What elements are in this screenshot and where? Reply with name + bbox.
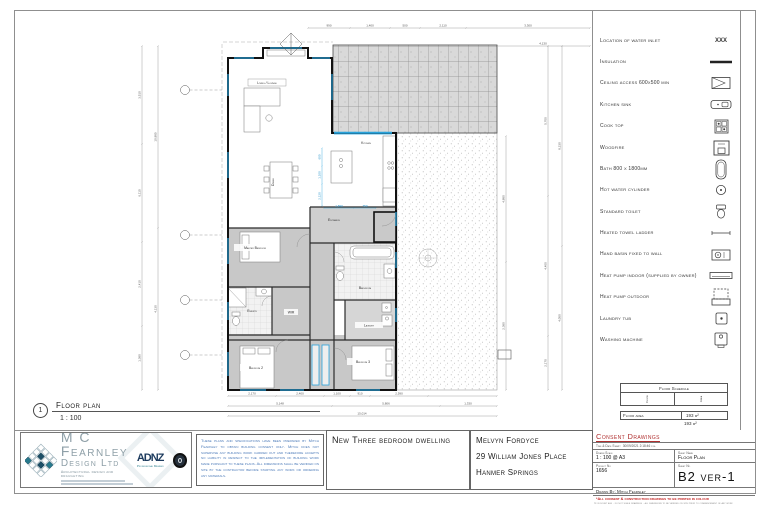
svg-text:6,110: 6,110 (137, 189, 142, 197)
svg-text:910: 910 (357, 391, 363, 396)
room-label-laundry: Laundry (363, 323, 375, 328)
room-label-wir: WIR (287, 310, 295, 315)
room-label-entrance: Entrance (328, 218, 340, 222)
room-label-bedroom2: Bedroom 2 (248, 366, 264, 370)
floor-plan-svg (128, 16, 593, 424)
legend-item: Bath 800 x 1800mm (600, 158, 736, 179)
client-address-2: Hanmer Springs (476, 468, 539, 477)
heat-pump-outdoor-icon (706, 288, 736, 306)
legend-item: Standard toilet (600, 201, 736, 222)
client-box (470, 430, 593, 490)
svg-text:990: 990 (326, 23, 332, 28)
room-label-kitchen: Kitchen (361, 141, 371, 145)
pergola-deck (333, 45, 497, 133)
svg-text:15,014: 15,014 (357, 411, 367, 416)
room-label-bedroom3: Bedroom 3 (355, 360, 371, 364)
legend-item: Laundry tub (600, 308, 736, 329)
cook-top-icon (706, 119, 736, 134)
drawn-by: Drawn By: Mitch Fearnley (593, 487, 755, 495)
floor-schedule-title: Floor Schedule (620, 383, 728, 393)
print-in-colour-note: *All consent & construction drawings to be printed in colour (593, 495, 755, 502)
svg-text:600: 600 (317, 154, 322, 160)
legend-item: Washing machine (600, 329, 736, 350)
legend-item: Woodfire (600, 137, 736, 158)
sheet-no-field: Sheet No B2 ver-1 (674, 463, 755, 487)
svg-text:2,110: 2,110 (439, 23, 447, 28)
project-title-box (326, 430, 470, 490)
woodfire-icon (706, 140, 736, 156)
timestamp-value: 30/09/2021 2:18:46 p.m. (622, 444, 656, 448)
plan-scale: 1 : 100 (60, 415, 82, 422)
svg-text:3,300: 3,300 (524, 23, 532, 28)
hot-water-cylinder-icon (706, 184, 736, 196)
sheet-number: B2 ver-1 (678, 469, 736, 484)
svg-text:2,380: 2,380 (501, 322, 506, 330)
svg-text:2,590: 2,590 (395, 391, 403, 396)
legend-item: Heated towel ladder (600, 223, 736, 244)
diamond-logo (25, 443, 57, 477)
ensuite-toilet (232, 312, 240, 316)
hall-floor (310, 243, 334, 340)
certification-badge (173, 453, 187, 468)
svg-text:2,120: 2,120 (317, 192, 322, 200)
client-address-1: 29 William Jones Place (476, 452, 567, 461)
coffee-table (266, 115, 272, 121)
svg-text:5,148: 5,148 (276, 401, 284, 406)
contact-line (61, 483, 133, 485)
room-label-bathroom: Bathroom (358, 286, 372, 290)
floor-area-total: 193 m² (684, 421, 697, 426)
washing-machine-plan (382, 315, 392, 326)
consent-heading: Consent Drawings (596, 432, 660, 441)
svg-text:2,170: 2,170 (248, 391, 256, 396)
towel-ladder-icon (706, 230, 736, 236)
svg-text:750: 750 (362, 203, 368, 208)
room-label-dining: Dining (271, 177, 275, 187)
svg-text:1,100: 1,100 (317, 171, 322, 179)
room-label-ensuite: Ensuite (247, 309, 257, 313)
project-title: New Three bedroom dwelling (332, 435, 451, 445)
project-no-field: Project No 1656 (596, 464, 611, 474)
laundry-tub-icon (706, 312, 736, 325)
fridge (383, 188, 396, 202)
fine-print: If in doubt ask · do not scale drawings · all dimensions to be verified on site prior to commencement of any work (594, 502, 733, 505)
plan-title-underline (52, 411, 320, 412)
floor-schedule (620, 383, 728, 426)
water-inlet-xxx-icon: XXX (714, 37, 727, 44)
hand-basin-icon (706, 249, 736, 261)
svg-text:8,230: 8,230 (557, 142, 562, 150)
designer-logo-block (20, 432, 192, 488)
bath-icon (706, 159, 736, 180)
ceiling-access-icon (706, 76, 736, 90)
company-name-2: Design Ltd (60, 458, 120, 470)
bathroom-toilet (336, 266, 344, 270)
timestamp-row: Time & Date Stamp: 30/09/2021 2:18:46 p.m. (593, 442, 755, 449)
legend-item: Insulation (600, 51, 736, 72)
tv-unit (267, 50, 305, 56)
legend-item: Heat pump outdoor (600, 287, 736, 308)
legend-item: Ceiling access 600x500 min (600, 73, 736, 94)
svg-text:1,400: 1,400 (366, 23, 374, 28)
kitchen-sink-icon (706, 99, 736, 110)
disclaimer-text: These plans and specifications have been prepared by Mitch Fearnley to obtain building consent only. Mitch does not supervise any building work carried out and therefore accepts no liability in respect to the implementation of building work made pursuant to these plans. All dimensions shall be verified on site by the contractor before starting any work or ordering any materials. (201, 438, 319, 478)
client-name: Melvyn Fordyce (476, 436, 539, 445)
washing-machine-icon (706, 332, 736, 348)
floor-area-row: Floor area 193 m² (620, 411, 728, 420)
svg-text:1,380: 1,380 (137, 354, 142, 362)
svg-text:2,170: 2,170 (543, 359, 548, 367)
heat-pump-indoor-icon (706, 271, 736, 280)
contact-line (61, 480, 125, 482)
entry-store (374, 212, 396, 242)
schedule-col1: Floor (645, 395, 650, 403)
legend-item: Kitchen sink (600, 94, 736, 115)
plan-number-bubble: 1 (33, 403, 48, 418)
svg-text:500: 500 (402, 23, 408, 28)
svg-text:5,700: 5,700 (543, 117, 548, 125)
heat-pump-outdoor-unit (498, 350, 511, 359)
disclaimer-notes-box (196, 434, 324, 486)
schedule-col2: Area (698, 395, 703, 403)
svg-text:3,510: 3,510 (137, 91, 142, 99)
insulation-line-icon (706, 59, 736, 65)
company-name: M C Fearnley (60, 432, 129, 459)
sheet-name-field: Sheet Name Floor Plan (674, 450, 755, 462)
legend (600, 30, 736, 351)
svg-text:4,130: 4,130 (153, 305, 158, 313)
svg-text:1,330: 1,330 (464, 401, 472, 406)
drawn-scale-field: Drawn Scale 1 : 100 @ A3 (596, 451, 625, 461)
legend-item: Location of water inlet XXX (600, 30, 736, 51)
svg-text:4,050: 4,050 (557, 314, 562, 322)
floor-area-value: 193 m² (681, 412, 727, 419)
toilet-icon (706, 204, 736, 219)
svg-text:4,400: 4,400 (543, 262, 548, 270)
svg-text:1,690: 1,690 (335, 203, 343, 208)
legend-item: Heat pump indoor (supplied by owner) (600, 265, 736, 286)
svg-text:2,410: 2,410 (137, 280, 142, 288)
svg-text:10,880: 10,880 (153, 132, 158, 142)
plan-title: Floor plan (56, 401, 101, 410)
svg-text:4,130: 4,130 (539, 41, 547, 46)
svg-text:5,806: 5,806 (382, 401, 390, 406)
company-tagline: Architectural design and draughting (60, 470, 114, 479)
room-label-master: Master Bedroom (244, 246, 266, 250)
sofa (244, 88, 280, 106)
legend-item: Hand basin fixed to wall (600, 244, 736, 265)
room-label-living: Living / Lounge (257, 81, 277, 85)
svg-text:2,400: 2,400 (296, 391, 304, 396)
svg-text:4,880: 4,880 (501, 195, 506, 203)
legend-item: Cook top (600, 116, 736, 137)
concrete-patio (397, 133, 497, 390)
svg-text:1,100: 1,100 (333, 391, 341, 396)
contact-line (61, 487, 117, 488)
consent-title-block (593, 430, 755, 505)
right-margin-line (740, 10, 741, 430)
adnz-logo: ADNZ Professional Member (136, 451, 164, 468)
legend-item: Hot water cylinder (600, 180, 736, 201)
